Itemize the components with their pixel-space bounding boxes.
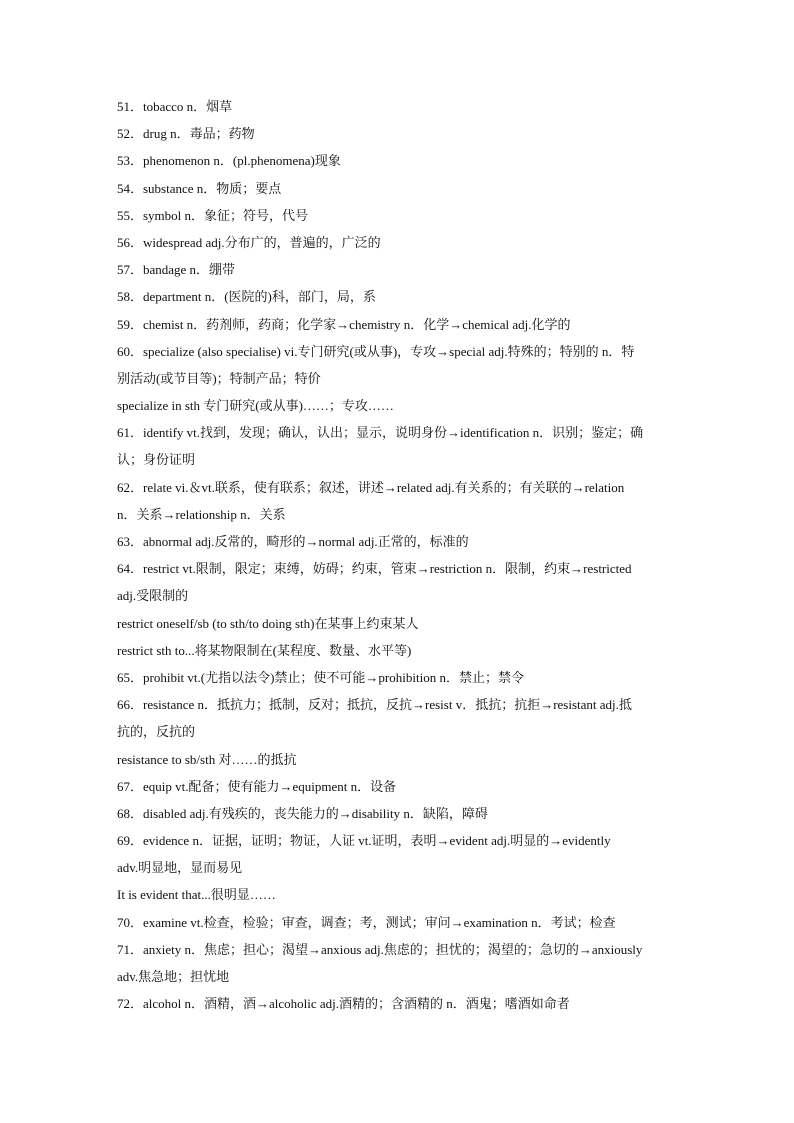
phrase-line: specialize in sth 专门研究(或从事)……；专攻……	[117, 398, 394, 414]
entry-line: 60．specialize (also specialise) vi.专门研究(或从事)，专攻→special adj.特殊的；特别的 n．特	[117, 343, 635, 359]
entry-line: 57．bandage n．绷带	[117, 262, 236, 278]
entry-line: 71．anxiety n．焦虑；担心；渴望→anxious adj.焦虑的；担忧的；渴望的；急切的→anxiously	[117, 941, 643, 957]
entry-line: 69．evidence n．证据，证明；物证，人证 vt.证明，表明→evident adj.明显的→evidently	[117, 833, 611, 849]
entry-line-continued: adj.受限制的	[117, 588, 189, 604]
entry-line: 59．chemist n．药剂师，药商；化学家→chemistry n．化学→chemical adj.化学的	[117, 316, 571, 332]
entry-line: 64．restrict vt.限制，限定；束缚，妨碍；约束，管束→restriction n．限制，约束→restricted	[117, 561, 632, 577]
entry-line: 58．department n．(医院的)科，部门，局，系	[117, 289, 376, 305]
entry-line: 66．resistance n．抵抗力；抵制，反对；抵抗，反抗→resist v．抵抗；抗拒→resistant adj.抵	[117, 697, 632, 713]
entry-line: 67．equip vt.配备；使有能力→equipment n．设备	[117, 778, 397, 794]
entry-line: 62．relate vi.＆vt.联系，使有联系；叙述，讲述→related adj.有关系的；有关联的→relation	[117, 479, 625, 495]
phrase-line: restrict sth to...将某物限制在(某程度、数量、水平等)	[117, 642, 412, 658]
phrase-line: resistance to sb/sth 对……的抵抗	[117, 751, 297, 767]
entry-line: 65．prohibit vt.(尤指以法令)禁止；使不可能→prohibition n．禁止；禁令	[117, 669, 524, 685]
phrase-line: It is evident that...很明显……	[117, 887, 276, 903]
entry-line-continued: adv.焦急地；担忧地	[117, 969, 230, 984]
entry-line: 63．abnormal adj.反常的，畸形的→normal adj.正常的，标准的	[117, 534, 469, 549]
entry-line-continued: 认；身份证明	[117, 452, 196, 468]
entry-line: 54．substance n．物质；要点	[117, 180, 282, 196]
entry-line-continued: 抗的，反抗的	[117, 724, 196, 740]
phrase-line: restrict oneself/sb (to sth/to doing sth)在某事上约束某人	[117, 615, 419, 631]
entry-line: 61．identify vt.找到，发现；确认，认出；显示，说明身份→identification n．识别；鉴定；确	[117, 425, 644, 441]
entry-line: 55．symbol n．象征；符号，代号	[117, 207, 309, 223]
entry-line: 51．tobacco n．烟草	[117, 99, 233, 114]
entry-line: 53．phenomenon n．(pl.phenomena)现象	[117, 153, 341, 169]
entry-line-continued: adv.明显地，显而易见	[117, 860, 243, 876]
entry-line: 70．examine vt.检查，检验；审查，调查；考，测试；审问→examination n．考试；检查	[117, 914, 616, 930]
entry-line: 68．disabled adj.有残疾的，丧失能力的→disability n．缺陷，障碍	[117, 805, 488, 821]
vocabulary-list	[117, 93, 682, 1017]
entry-line-continued: 别活动(或节目等)；特制产品；特价	[117, 370, 321, 386]
entry-line: 52．drug n．毒品；药物	[117, 126, 255, 142]
entry-line: 56．widespread adj.分布广的，普遍的，广泛的	[117, 234, 381, 250]
entry-line: 72．alcohol n．酒精，酒→alcoholic adj.酒精的；含酒精的 n．酒鬼；嗜酒如命者	[117, 996, 570, 1012]
entry-line-continued: n．关系→relationship n．关系	[117, 506, 286, 522]
